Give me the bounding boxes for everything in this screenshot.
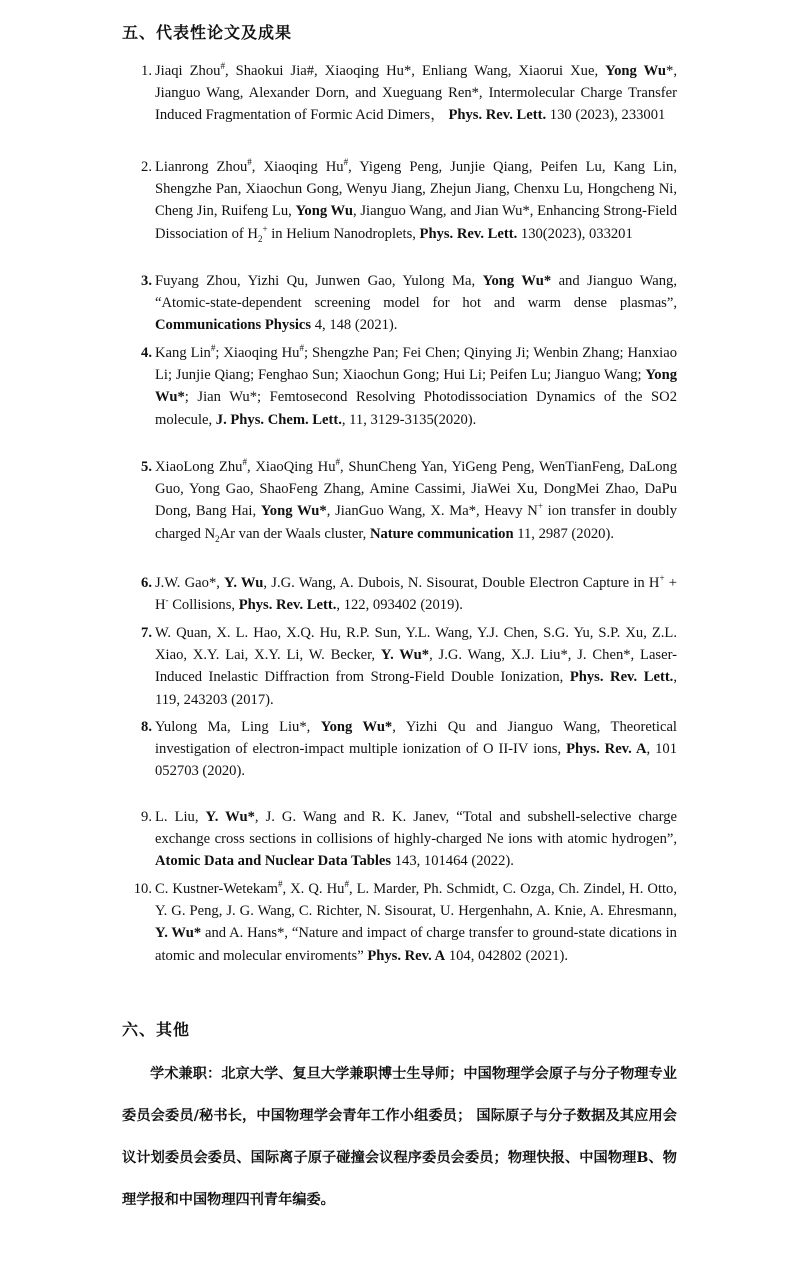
text-run: Kang Lin: [155, 345, 211, 361]
text-run: , L. Marder, Ph. Schmidt, C. Ozga, Ch. Zindel, H. Otto, Y. G. Peng, J. G. Wang, C. Richter, N. Sisourat, U. Hergenhahn, A. Knie, A. Ehresmann,: [155, 881, 678, 920]
text-run: 143, 101464 (2022).: [391, 853, 514, 870]
publication-number: 8.: [141, 719, 152, 735]
publication-text: [155, 60, 677, 127]
text-run: , J.G. Wang, A. Dubois, N. Sisourat, Double Electron Capture in H: [263, 575, 660, 591]
text-run: 104, 042802 (2021).: [445, 947, 569, 964]
text-run: L. Liu,: [155, 809, 206, 825]
text-run: 130(2023), 033201: [517, 225, 633, 242]
bold-run: Phys. Rev. Lett.: [448, 107, 547, 124]
text-run: Fuyang Zhou, Yizhi Qu, Junwen Gao, Yulong Ma,: [155, 273, 483, 289]
other-section: [122, 1053, 677, 1221]
publication-number: 1.: [141, 63, 152, 79]
sup-run: +: [262, 223, 268, 234]
publication-number: 2.: [141, 159, 152, 175]
sup-run: #: [210, 343, 216, 354]
text-run: , JianGuo Wang, X. Ma*, Heavy N: [326, 503, 538, 520]
publication-text: [155, 270, 677, 337]
publication-item: [122, 60, 677, 127]
text-run: , XiaoQing Hu: [246, 459, 336, 475]
publication-text: [155, 622, 677, 711]
sub-run: 2: [257, 233, 263, 244]
publication-number: 7.: [141, 625, 152, 641]
publication-number: 5.: [141, 459, 152, 475]
sup-run: #: [344, 879, 349, 890]
publication-item: [122, 270, 677, 337]
bold-run: Nature communication: [369, 525, 514, 542]
sup-run: #: [247, 157, 252, 168]
bold-run: Yong Wu*: [320, 719, 393, 735]
publication-text: [155, 716, 677, 783]
publication-item: [122, 716, 677, 783]
text-run: , Jianguo Wang, and Jian Wu*, Enhancing Strong-Field Dissociation of H: [155, 203, 677, 242]
publication-number: 6.: [141, 575, 152, 591]
sup-run: +: [537, 501, 543, 512]
text-run: J.W. Gao*,: [155, 575, 225, 591]
bold-run: J. Phys. Chem. Lett.: [215, 411, 342, 428]
text-run: Lianrong Zhou: [155, 159, 248, 175]
section-title-publications: 五、代表性论文及成果: [122, 23, 293, 42]
text-run: , J. G. Wang and R. K. Janev, “Total and subshell-selective charge exchange cross sections in collisions of highly-charged Ne ions with atomic hydrogen”,: [155, 809, 677, 848]
text-run: Jiaqi Zhou: [155, 63, 221, 79]
sup-run: #: [277, 879, 283, 890]
text-run: and Jianguo Wang, “Atomic-state-dependent screening model for hot and warm dense plasmas”,: [155, 273, 677, 312]
sup-run: #: [242, 457, 247, 468]
text-run: , 119, 243203 (2017).: [155, 669, 677, 708]
publication-item: [122, 572, 677, 616]
text-run: W. Quan, X. L. Hao, X.Q. Hu, R.P. Sun, Y.L. Wang, Y.J. Chen, S.G. Yu, S.P. Xu, Z.L. Xiao, X.Y. Lai, X.Y. Li, W. Becker,: [155, 625, 677, 664]
bold-run: Yong Wu*: [155, 367, 677, 406]
text-run: XiaoLong Zhu: [155, 459, 243, 475]
bold-run: Phys. Rev. A: [566, 741, 647, 758]
text-run: , X. Q. Hu: [282, 881, 345, 897]
text-run: Yulong Ma, Ling Liu*,: [155, 719, 321, 735]
text-run: ; Shengzhe Pan; Fei Chen; Qinying Ji; Wenbin Zhang; Hanxiao Li; Junjie Qiang; Fenghao Sun; Xiaochun Gong; Hui Li; Peifen Lu; Jianguo Wang;: [155, 345, 677, 384]
publication-text: [155, 806, 677, 873]
bold-run: Communications Physics: [155, 317, 312, 334]
publication-item: [122, 806, 677, 873]
text-run: ion transfer in doubly charged N: [155, 503, 677, 542]
sup-run: #: [220, 61, 225, 72]
text-run: Collisions,: [168, 597, 239, 614]
text-run: ; Xiaoqing Hu: [215, 345, 300, 361]
bold-run: Phys. Rev. Lett.: [238, 597, 337, 614]
section-title-other: 六、其他: [122, 1020, 191, 1039]
publication-text: [155, 156, 677, 245]
publication-item: [122, 156, 677, 245]
bold-run: Yong Wu: [295, 203, 354, 220]
text-run: ; Jian Wu*; Femtosecond Resolving Photodissociation Dynamics of the SO2 molecule,: [155, 389, 677, 428]
publication-number: 3.: [141, 273, 152, 289]
text-run: *, Jianguo Wang, Alexander Dorn, and Xueguang Ren*, Intermolecular Charge Transfer Induced Fragmentation of Formic Acid Dimers，: [155, 63, 677, 124]
bold-run: Phys. Rev. A: [367, 947, 446, 964]
publication-item: [122, 878, 677, 967]
publication-text: [155, 572, 677, 616]
publication-item: [122, 342, 677, 431]
bold-run: Y. Wu: [224, 575, 264, 591]
text-run: 130 (2023), 233001: [546, 107, 666, 124]
text-run: , 11, 3129-3135(2020).: [341, 411, 477, 428]
sub-run: 2: [215, 533, 220, 544]
bold-run: Phys. Rev. Lett.: [419, 225, 518, 242]
text-run: 4, 148 (2021).: [311, 317, 398, 334]
bold-run: Y. Wu*: [380, 647, 430, 664]
publication-number: 4.: [141, 345, 152, 361]
text-run: , Yizhi Qu and Jianguo Wang, Theoretical investigation of electron-impact multiple ionization of O II-IV ions,: [155, 719, 677, 758]
text-run: , 122, 093402 (2019).: [336, 597, 463, 614]
publication-text: [155, 456, 677, 545]
publication-text: [155, 878, 677, 967]
text-run: Ar van der Waals cluster,: [219, 525, 370, 542]
publication-item: [122, 622, 677, 711]
bold-run: Yong Wu*: [482, 273, 552, 289]
text-run: + H: [155, 575, 677, 614]
text-run: in Helium Nanodroplets,: [267, 225, 420, 242]
publication-text: [155, 342, 677, 431]
text-run: 11, 2987 (2020).: [513, 525, 614, 542]
sup-run: #: [299, 343, 304, 354]
publication-number: 10.: [133, 881, 152, 897]
text-run: , 101 052703 (2020).: [155, 741, 678, 780]
publication-number: 9.: [141, 809, 152, 825]
text-run: , J.G. Wang, X.J. Liu*, J. Chen*, Laser-Induced Inelastic Diffraction from Strong-Field Double Ionization,: [155, 647, 678, 686]
text-run: and A. Hans*, “Nature and impact of charge transfer to ground-state dications in atomic and molecular enviroments”: [155, 925, 677, 964]
bold-run: Y. Wu*: [155, 925, 202, 942]
academic-positions-paragraph: 学术兼职：北京大学、复旦大学兼职博士生导师；中国物理学会原子与分子物理专业委员会委员/秘书长，中国物理学会青年工作小组委员； 国际原子与分子数据及其应用会议计划委员会委员、国际离子原子碰撞会议程序委员会委员；物理快报、中国物理B、物理学报和中国物理四刊青年编委。: [122, 1066, 677, 1208]
sup-run: #: [335, 457, 341, 468]
text-run: , Shaokui Jia#, Xiaoqing Hu*, Enliang Wang, Xiaorui Xue,: [224, 63, 606, 79]
bold-run: Yong Wu: [605, 63, 667, 79]
bold-run: Y. Wu*: [205, 809, 255, 825]
bold-run: Atomic Data and Nuclear Data Tables: [155, 853, 392, 870]
text-run: , Xiaoqing Hu: [251, 159, 344, 175]
sup-run: #: [343, 157, 349, 168]
publication-item: [122, 456, 677, 545]
text-run: , ShunCheng Yan, YiGeng Peng, WenTianFeng, DaLong Guo, Yong Gao, ShaoFeng Zhang, Amine Cassimi, JiaWei Xu, DongMei Zhao, DaPu Dong, Bang Hai,: [155, 459, 677, 520]
text-run: C. Kustner-Wetekam: [155, 881, 278, 897]
text-run: , Yigeng Peng, Junjie Qiang, Peifen Lu, Kang Lin, Shengzhe Pan, Xiaochun Gong, Wenyu Jiang, Zhejun Jiang, Chenxu Lu, Hongcheng Ni, Cheng Jin, Ruifeng Lu,: [155, 159, 677, 220]
sup-run: +: [659, 573, 665, 584]
bold-run: Phys. Rev. Lett.: [569, 669, 674, 686]
bold-run: Yong Wu*: [260, 503, 327, 520]
sup-run: -: [165, 595, 169, 606]
